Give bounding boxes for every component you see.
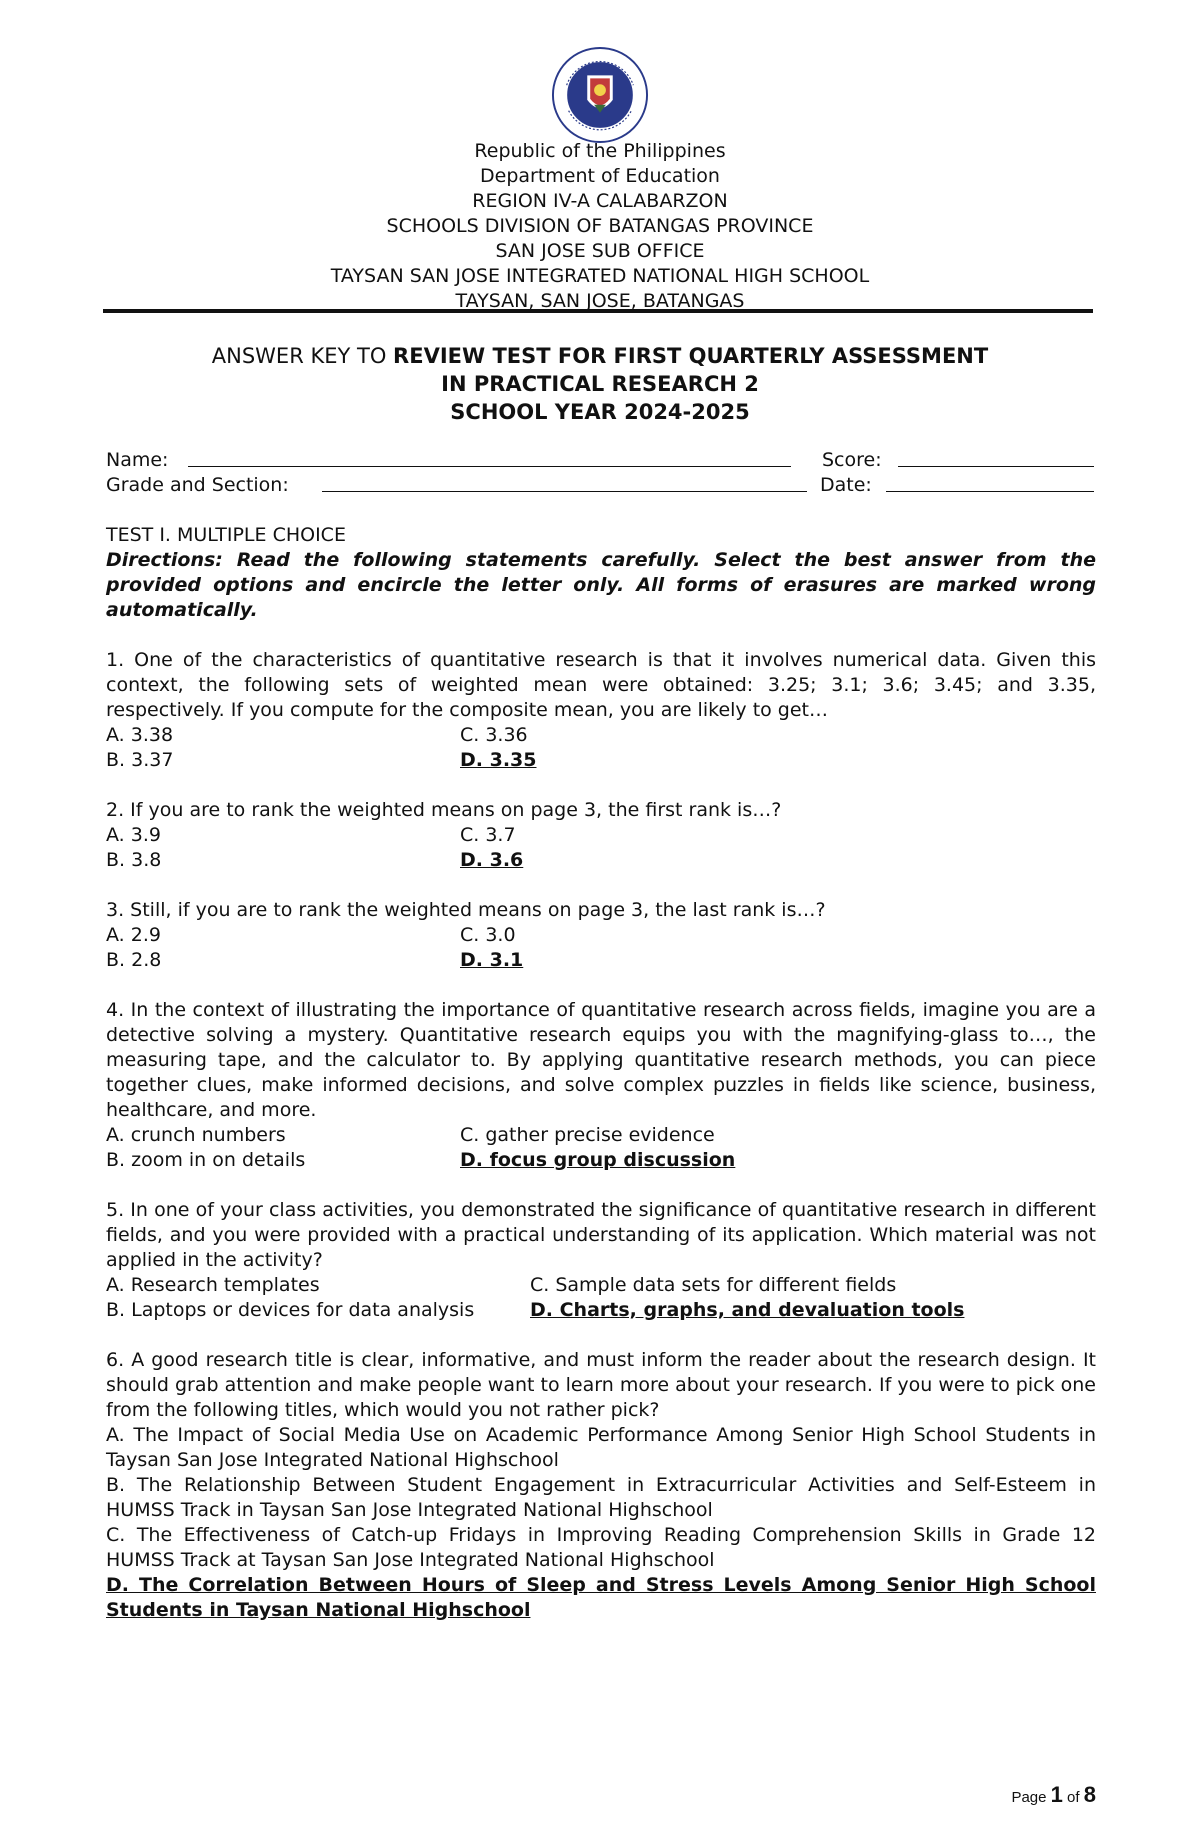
option-d-answer[interactable]: D. Charts, graphs, and devaluation tools — [530, 1299, 965, 1321]
title-prefix: ANSWER KEY TO — [211, 344, 394, 368]
title-line3: SCHOOL YEAR 2024-2025 — [450, 400, 750, 424]
letterhead — [0, 139, 1200, 314]
option-d-answer[interactable]: D. 3.6 — [460, 849, 524, 871]
option-d-answer[interactable]: D. focus group discussion — [460, 1149, 736, 1171]
option-c[interactable]: C. 3.0 — [460, 924, 516, 946]
form-fields — [106, 448, 1096, 498]
option-b[interactable]: B. zoom in on details — [106, 1149, 306, 1171]
option-b[interactable]: B. The Relationship Between Student Engagement in Extracurricular Activities and Self-Esteem in HUMSS Track in Taysan San Jose Integrated National Highschool — [106, 1474, 1096, 1521]
header-divider — [103, 309, 1093, 313]
option-d-answer[interactable]: D. 3.35 — [460, 749, 537, 771]
title-main: REVIEW TEST FOR FIRST QUARTERLY ASSESSMENT — [393, 344, 989, 368]
name-label: Name: — [106, 449, 169, 471]
score-field[interactable] — [898, 448, 1094, 467]
question-text: 3. Still, if you are to rank the weighted means on page 3, the last rank is…? — [106, 899, 826, 921]
of-word: of — [1062, 1789, 1084, 1806]
option-c[interactable]: C. gather precise evidence — [460, 1124, 715, 1146]
title-line2: IN PRACTICAL RESEARCH 2 — [441, 372, 759, 396]
question-text: 4. In the context of illustrating the importance of quantitative research across fields, imagine you are a detective solving a mystery. Quantitative research equips you with the magnifying-glass to…, the measuring tape, and the calculator to. By applying quantitative research methods, you can piece together clues, make informed decisions, and solve complex puzzles in fields like science, business, healthcare, and more. — [106, 999, 1096, 1121]
option-a[interactable]: A. The Impact of Social Media Use on Academic Performance Among Senior High School Students in Taysan San Jose Integrated National Highschool — [106, 1424, 1096, 1471]
option-a[interactable]: A. crunch numbers — [106, 1124, 286, 1146]
page-word: Page — [1011, 1789, 1051, 1806]
test-heading: TEST I. MULTIPLE CHOICE — [106, 524, 346, 546]
option-d-answer[interactable]: D. 3.1 — [460, 949, 524, 971]
option-c[interactable]: C. Sample data sets for different fields — [530, 1274, 897, 1296]
question-text: 6. A good research title is clear, informative, and must inform the reader about the research design. It should grab attention and make people want to learn more about your research. If you were to pick one from the following titles, which would you not rather pick? — [106, 1349, 1096, 1421]
date-label: Date: — [820, 474, 872, 496]
deped-seal-icon — [551, 46, 649, 144]
name-field[interactable] — [188, 448, 791, 467]
date-field[interactable] — [886, 473, 1094, 492]
header-line: SAN JOSE SUB OFFICE — [495, 240, 705, 262]
option-c[interactable]: C. The Effectiveness of Catch-up Fridays in Improving Reading Comprehension Skills in Grade 12 HUMSS Track at Taysan San Jose Integrated National Highschool — [106, 1524, 1096, 1571]
header-line: TAYSAN, SAN JOSE, BATANGAS — [455, 290, 745, 312]
option-a[interactable]: A. 3.38 — [106, 724, 174, 746]
option-c[interactable]: C. 3.7 — [460, 824, 516, 846]
question-text: 1. One of the characteristics of quantitative research is that it involves numerical data. Given this context, the following sets of weighted mean were obtained: 3.25; 3.1; 3.6; 3.45; and 3.35, respectively. If you compute for the composite mean, you are likely to get… — [106, 649, 1096, 721]
option-a[interactable]: A. Research templates — [106, 1274, 320, 1296]
option-b[interactable]: B. 3.8 — [106, 849, 162, 871]
grade-section-field[interactable] — [322, 473, 807, 492]
page-total: 8 — [1083, 1782, 1096, 1807]
test-content — [106, 523, 1096, 1623]
question-text: 5. In one of your class activities, you demonstrated the significance of quantitative research in different fields, and you were provided with a practical understanding of its application. Which material was not applied in the activity? — [106, 1199, 1096, 1271]
option-b[interactable]: B. 2.8 — [106, 949, 162, 971]
header-line: REGION IV-A CALABARZON — [472, 190, 728, 212]
option-a[interactable]: A. 2.9 — [106, 924, 161, 946]
question-text: 2. If you are to rank the weighted means on page 3, the first rank is…? — [106, 799, 782, 821]
option-b[interactable]: B. Laptops or devices for data analysis — [106, 1299, 475, 1321]
header-line: Department of Education — [480, 165, 720, 187]
grade-section-label: Grade and Section: — [106, 474, 289, 496]
test-directions: Directions: Read the following statements carefully. Select the best answer from the provided options and encircle the letter only. All forms of erasures are marked wrong automatically. — [106, 549, 1096, 621]
header-line: TAYSAN SAN JOSE INTEGRATED NATIONAL HIGH SCHOOL — [330, 265, 870, 287]
option-a[interactable]: A. 3.9 — [106, 824, 161, 846]
option-b[interactable]: B. 3.37 — [106, 749, 174, 771]
option-d-answer[interactable]: D. The Correlation Between Hours of Sleep and Stress Levels Among Senior High School Students in Taysan National Highschool — [106, 1574, 1096, 1621]
header-line: SCHOOLS DIVISION OF BATANGAS PROVINCE — [386, 215, 814, 237]
page-number — [1011, 1782, 1096, 1808]
page-current: 1 — [1050, 1782, 1063, 1807]
option-c[interactable]: C. 3.36 — [460, 724, 528, 746]
document-title — [0, 342, 1200, 426]
score-label: Score: — [822, 449, 882, 471]
header-line: Republic of the Philippines — [474, 140, 726, 162]
